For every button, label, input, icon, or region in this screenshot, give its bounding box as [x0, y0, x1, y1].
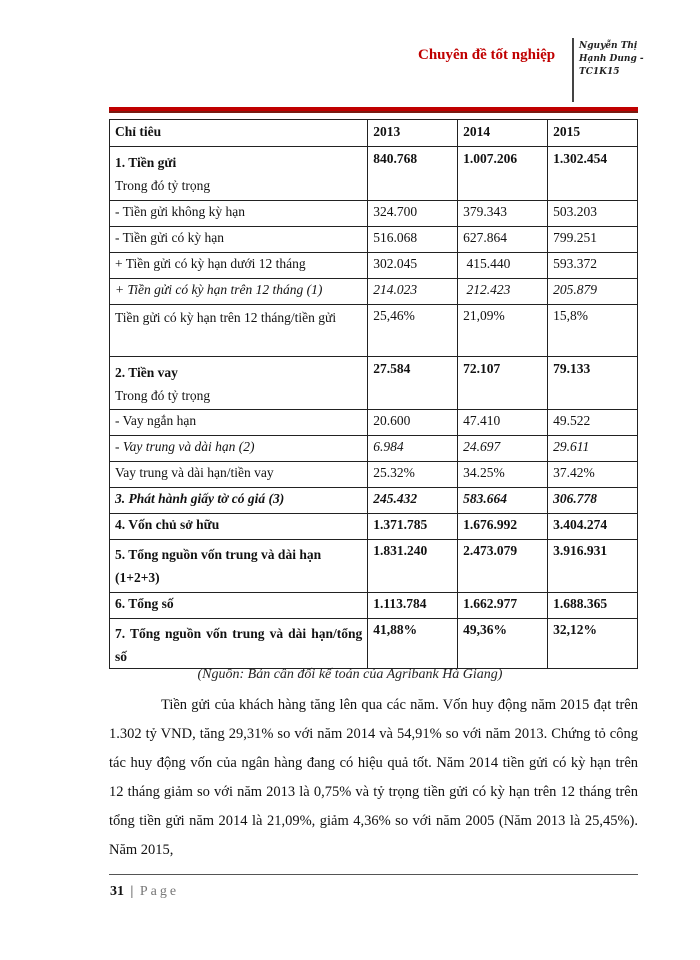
table-row [110, 514, 638, 540]
row-label-cell [110, 357, 368, 410]
page-number: 31 [110, 884, 124, 899]
footer-rule [109, 874, 638, 875]
value-2013: 1.113.784 [368, 593, 458, 619]
table-row [110, 619, 638, 669]
table-header-cell: 2013 [368, 120, 458, 147]
value-2015: 29.611 [548, 436, 638, 462]
value-2013: 20.600 [368, 410, 458, 436]
value-2014: 72.107 [458, 357, 548, 410]
value-2015: 593.372 [548, 253, 638, 279]
table-row [110, 253, 638, 279]
value-2013: 27.584 [368, 357, 458, 410]
table-row [110, 436, 638, 462]
row-label: 7. Tổng nguồn vốn trung và dài hạn/tổng số [110, 619, 368, 669]
row-label: 4. Vốn chủ sở hữu [110, 514, 368, 540]
row-label: 3. Phát hành giấy tờ có giá (3) [110, 488, 368, 514]
row-label: - Tiền gửi có kỳ hạn [110, 227, 368, 253]
value-2013: 41,88% [368, 619, 458, 669]
row-sublabel: Trong đó tỷ trọng [115, 178, 211, 193]
page-label: Page [139, 884, 180, 899]
value-2015: 306.778 [548, 488, 638, 514]
body-paragraph: Tiền gửi của khách hàng tăng lên qua các năm. Vốn huy động năm 2015 đạt trên 1.302 tỷ VND, tăng 29,31% so với năm 2014 và 54,91% so với năm 2013. Chứng tỏ công tác huy động vốn của ngân hàng đang có hiệu quả tốt. Năm 2014 tiền gửi có kỳ hạn trên 12 tháng giảm so với năm 2013 là 0,75% và tỷ trọng tiền gửi có kỳ hạn trên 12 tháng trên tổng tiền gửi năm 2014 là 21,09%, giảm 4,36% so với năm 2005 (Năm 2013 là 25,45%). Năm 2015, [109, 697, 638, 858]
row-label: Tiền gửi có kỳ hạn trên 12 tháng/tiền gửi [110, 305, 368, 357]
value-2013: 324.700 [368, 201, 458, 227]
row-label: 5. Tổng nguồn vốn trung và dài hạn (1+2+3) [110, 540, 368, 593]
value-2015: 503.203 [548, 201, 638, 227]
document-header-author: Nguyễn Thị Hạnh Dung -TC1K15 [579, 41, 644, 77]
value-2014: 21,09% [458, 305, 548, 357]
table-row [110, 305, 638, 357]
value-2015: 3.404.274 [548, 514, 638, 540]
value-2013: 1.831.240 [368, 540, 458, 593]
row-label: + Tiền gửi có kỳ hạn dưới 12 tháng [110, 253, 368, 279]
value-2014: 627.864 [458, 227, 548, 253]
value-2015: 799.251 [548, 227, 638, 253]
value-2014: 379.343 [458, 201, 548, 227]
value-2014: 212.423 [458, 279, 548, 305]
table-header-row [110, 120, 638, 147]
value-2014: 583.664 [458, 488, 548, 514]
value-2015: 79.133 [548, 357, 638, 410]
value-2013: 6.984 [368, 436, 458, 462]
value-2014: 34.25% [458, 462, 548, 488]
row-label: 6. Tổng số [110, 593, 368, 619]
value-2014: 47.410 [458, 410, 548, 436]
value-2014: 49,36% [458, 619, 548, 669]
document-header-title: Chuyên đề tốt nghiệp [418, 47, 556, 63]
row-label: 2. Tiền vay [115, 365, 178, 380]
value-2015: 3.916.931 [548, 540, 638, 593]
value-2013: 302.045 [368, 253, 458, 279]
table-header-cell: 2014 [458, 120, 548, 147]
table-header-cell: Chỉ tiêu [110, 120, 368, 147]
header-rule [109, 107, 638, 113]
value-2013: 245.432 [368, 488, 458, 514]
table-header-cell: 2015 [548, 120, 638, 147]
value-2013: 214.023 [368, 279, 458, 305]
value-2014: 2.473.079 [458, 540, 548, 593]
value-2015: 37.42% [548, 462, 638, 488]
row-label: 1. Tiền gửi [115, 155, 177, 170]
table-row [110, 201, 638, 227]
value-2015: 1.688.365 [548, 593, 638, 619]
row-label: Vay trung và dài hạn/tiền vay [110, 462, 368, 488]
value-2014: 1.676.992 [458, 514, 548, 540]
value-2015: 32,12% [548, 619, 638, 669]
table-row [110, 462, 638, 488]
financial-table [109, 119, 638, 669]
value-2015: 205.879 [548, 279, 638, 305]
header-separator [572, 38, 574, 102]
table-row [110, 488, 638, 514]
value-2013: 25,46% [368, 305, 458, 357]
row-sublabel: Trong đó tỷ trọng [115, 388, 211, 403]
page-footer [110, 884, 179, 900]
table-source-note: (Nguồn: Bản cân đối kế toán của Agribank Hà Giang) [197, 667, 503, 682]
value-2014: 1.007.206 [458, 147, 548, 201]
value-2014: 1.662.977 [458, 593, 548, 619]
table-row [110, 410, 638, 436]
footer-separator: | [130, 884, 134, 899]
row-label: - Vay trung và dài hạn (2) [110, 436, 368, 462]
table-row [110, 227, 638, 253]
value-2013: 840.768 [368, 147, 458, 201]
table-row [110, 147, 638, 201]
value-2015: 15,8% [548, 305, 638, 357]
value-2013: 25.32% [368, 462, 458, 488]
row-label-cell [110, 147, 368, 201]
value-2013: 516.068 [368, 227, 458, 253]
table-row [110, 540, 638, 593]
row-label: - Vay ngắn hạn [110, 410, 368, 436]
value-2014: 415.440 [458, 253, 548, 279]
table-row [110, 357, 638, 410]
row-label: + Tiền gửi có kỳ hạn trên 12 tháng (1) [110, 279, 368, 305]
value-2014: 24.697 [458, 436, 548, 462]
value-2013: 1.371.785 [368, 514, 458, 540]
row-label: - Tiền gửi không kỳ hạn [110, 201, 368, 227]
value-2015: 1.302.454 [548, 147, 638, 201]
table-row [110, 593, 638, 619]
value-2015: 49.522 [548, 410, 638, 436]
table-row [110, 279, 638, 305]
